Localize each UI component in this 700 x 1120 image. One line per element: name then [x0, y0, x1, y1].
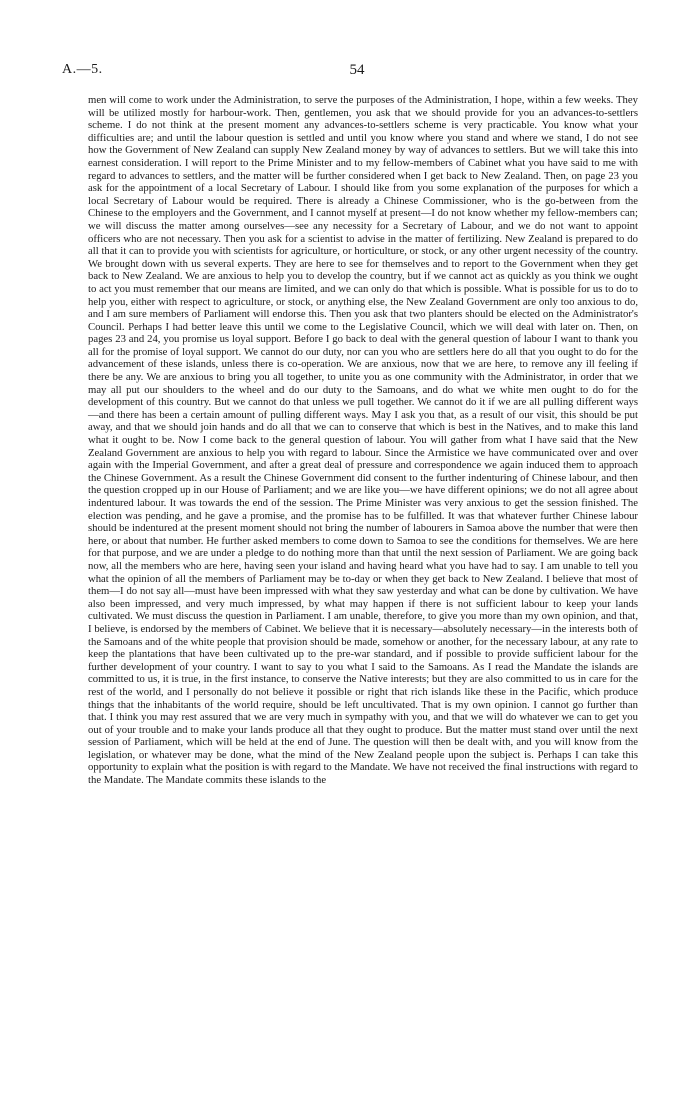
page-header [62, 62, 652, 82]
page-number: 54 [349, 62, 365, 78]
body-paragraph: men will come to work under the Administration, to serve the purposes of the Administration, I hope, within a few weeks. They will be utilized mostly for harbour-work. Then, gentlemen, you ask that we should provide for you an advances-to-settlers scheme. I do not think at the present moment any advances-to-settlers scheme is very practicable. You know what your difficulties are; and until the labour question is settled and until you know where you stand and where we stand, I do not see how the Government of New Zealand can supply New Zealand money by way of advances to settlers. But we will take this into earnest consideration. I will report to the Prime Minister and to my fellow-members of Cabinet what you have said to me with regard to advances to settlers, and the matter will be further considered when I get back to New Zealand. Then, on page 23 you ask for the appointment of a local Secretary of Labour. I should like from you some explanation of the purposes for which a local Secretary of Labour would be required. There is already a Chinese Commissioner, who is the go-between from the Chinese to the employers and the Government, and I cannot myself at present—I do not know whether my fellow-members can; we will discuss the matter among ourselves—see any necessity for a Secretary of Labour, and we do not want to appoint officers who are not necessary. Then you ask for a scientist to advise in the matter of fertilizing. New Zealand is prepared to do all that it can to provide you with scientists for agriculture, or horticulture, or stock, or any other urgent necessity of the country. We brought down with us several experts. They are here to see for themselves and to report to the Government when they get back to New Zealand. We are anxious to help you to develop the country, but if we cannot act as quickly as you think we ought to act you must remember that our means are limited, and we can only do that which is possible. What is possible for us to do to help you, either with respect to agriculture, or stock, or anything else, the New Zealand Government are only too anxious to do, and I am sure members of Parliament will endorse this. Then you ask that two planters should be elected on the Administrator's Council. Perhaps I had better leave this until we come to the Legislative Council, which we will deal with later on. Then, on pages 23 and 24, you promise us loyal support. Before I go back to deal with the general question of labour I want to thank you all for the promise of loyal support. We cannot do our duty, nor can you who are settlers here do all that you ought to do for the advancement of these islands, unless there is co-operation. We are anxious, now that we are here, to remove any ill feeling if there be any. We are anxious to bring you all together, to unite you as one community with the Administrator, in order that we may all put our shoulders to the wheel and do our duty to the Samoans, and do what we white men ought to do for the development of this country. But we cannot do that unless we pull together. We cannot do it if we are all pulling different ways—and there has been a certain amount of pulling different ways. May I ask you that, as a result of our visit, this should be put away, and that we should join hands and do all that we can to conserve that which is best in the Natives, and to make this land what it ought to be. Now I come back to the general question of labour. You will gather from what I have said that the New Zealand Government are anxious to help you with regard to labour. Since the Armistice we have communicated over and over again with the Imperial Government, and after a great deal of pressure and correspondence we again induced them to approach the Chinese Government. As a result the Chinese Government did consent to the further indenturing of Chinese labour, and then the question cropped up in our House of Parliament; and we are like you—we have different opinions; we do not all agree about indentured labour. It was towards the end of the session. The Prime Minister was very anxious to get the session finished. The election was pending, and he gave a promise, and the promise has to be fulfilled. It was that whatever further Chinese labour should be indentured at the present moment should not bring the number of labourers in Samoa above the number that were then here, or about that number. He further asked members to come down to Samoa to see the conditions for themselves. We are here for that purpose, and we are under a pledge to do nothing more than that until the next session of Parliament. We are going back now, all the members who are here, having seen your island and having heard what you have had to say. I am unable to tell you what the opinion of all the members of Parliament may be to-day or when they get back to New Zealand. I believe that most of them—I do not say all—must have been impressed with what they saw yesterday and what can be done by cultivation. We have also been impressed, and very much impressed, by what may happen if there is not sufficient labour to keep your lands cultivated. We must discuss the question in Parliament. I am unable, therefore, to give you more than my own opinion, and that, I believe, is endorsed by the members of Cabinet. We believe that it is necessary—absolutely necessary—in the interests both of the Samoans and of the white people that provision should be made, somehow or another, for the necessary labour, at any rate to keep the plantations that have been cultivated up to the pre-war standard, and if possible to provide sufficient labour for the further development of your country. I want to say to you what I said to the Samoans. As I read the Mandate the islands are committed to us, it is true, in the first instance, to conserve the Native interests; but they are also committed to us in care for the rest of the world, and I personally do not believe it possible or right that rich islands like these in the Pacific, which produce things that the inhabitants of the world require, should be left uncultivated. That is my own opinion. I cannot go further than that. I think you may rest assured that we are very much in sympathy with you, and that we will do whatever we can to get you out of your trouble and to make your lands produce all that they ought to produce. But the matter must stand over until the next session of Parliament, which will be held at the end of June. The question will then be dealt with, and you will know from the legislation, or whatever may be done, what the mind of the New Zealand people upon the subject is. Perhaps I can take this opportunity to explain what the position is with regard to the Mandate. We have not received the final instructions with regard to the Mandate. The Mandate commits these islands to the [88, 94, 638, 787]
document-reference: A.—5. [62, 62, 103, 77]
